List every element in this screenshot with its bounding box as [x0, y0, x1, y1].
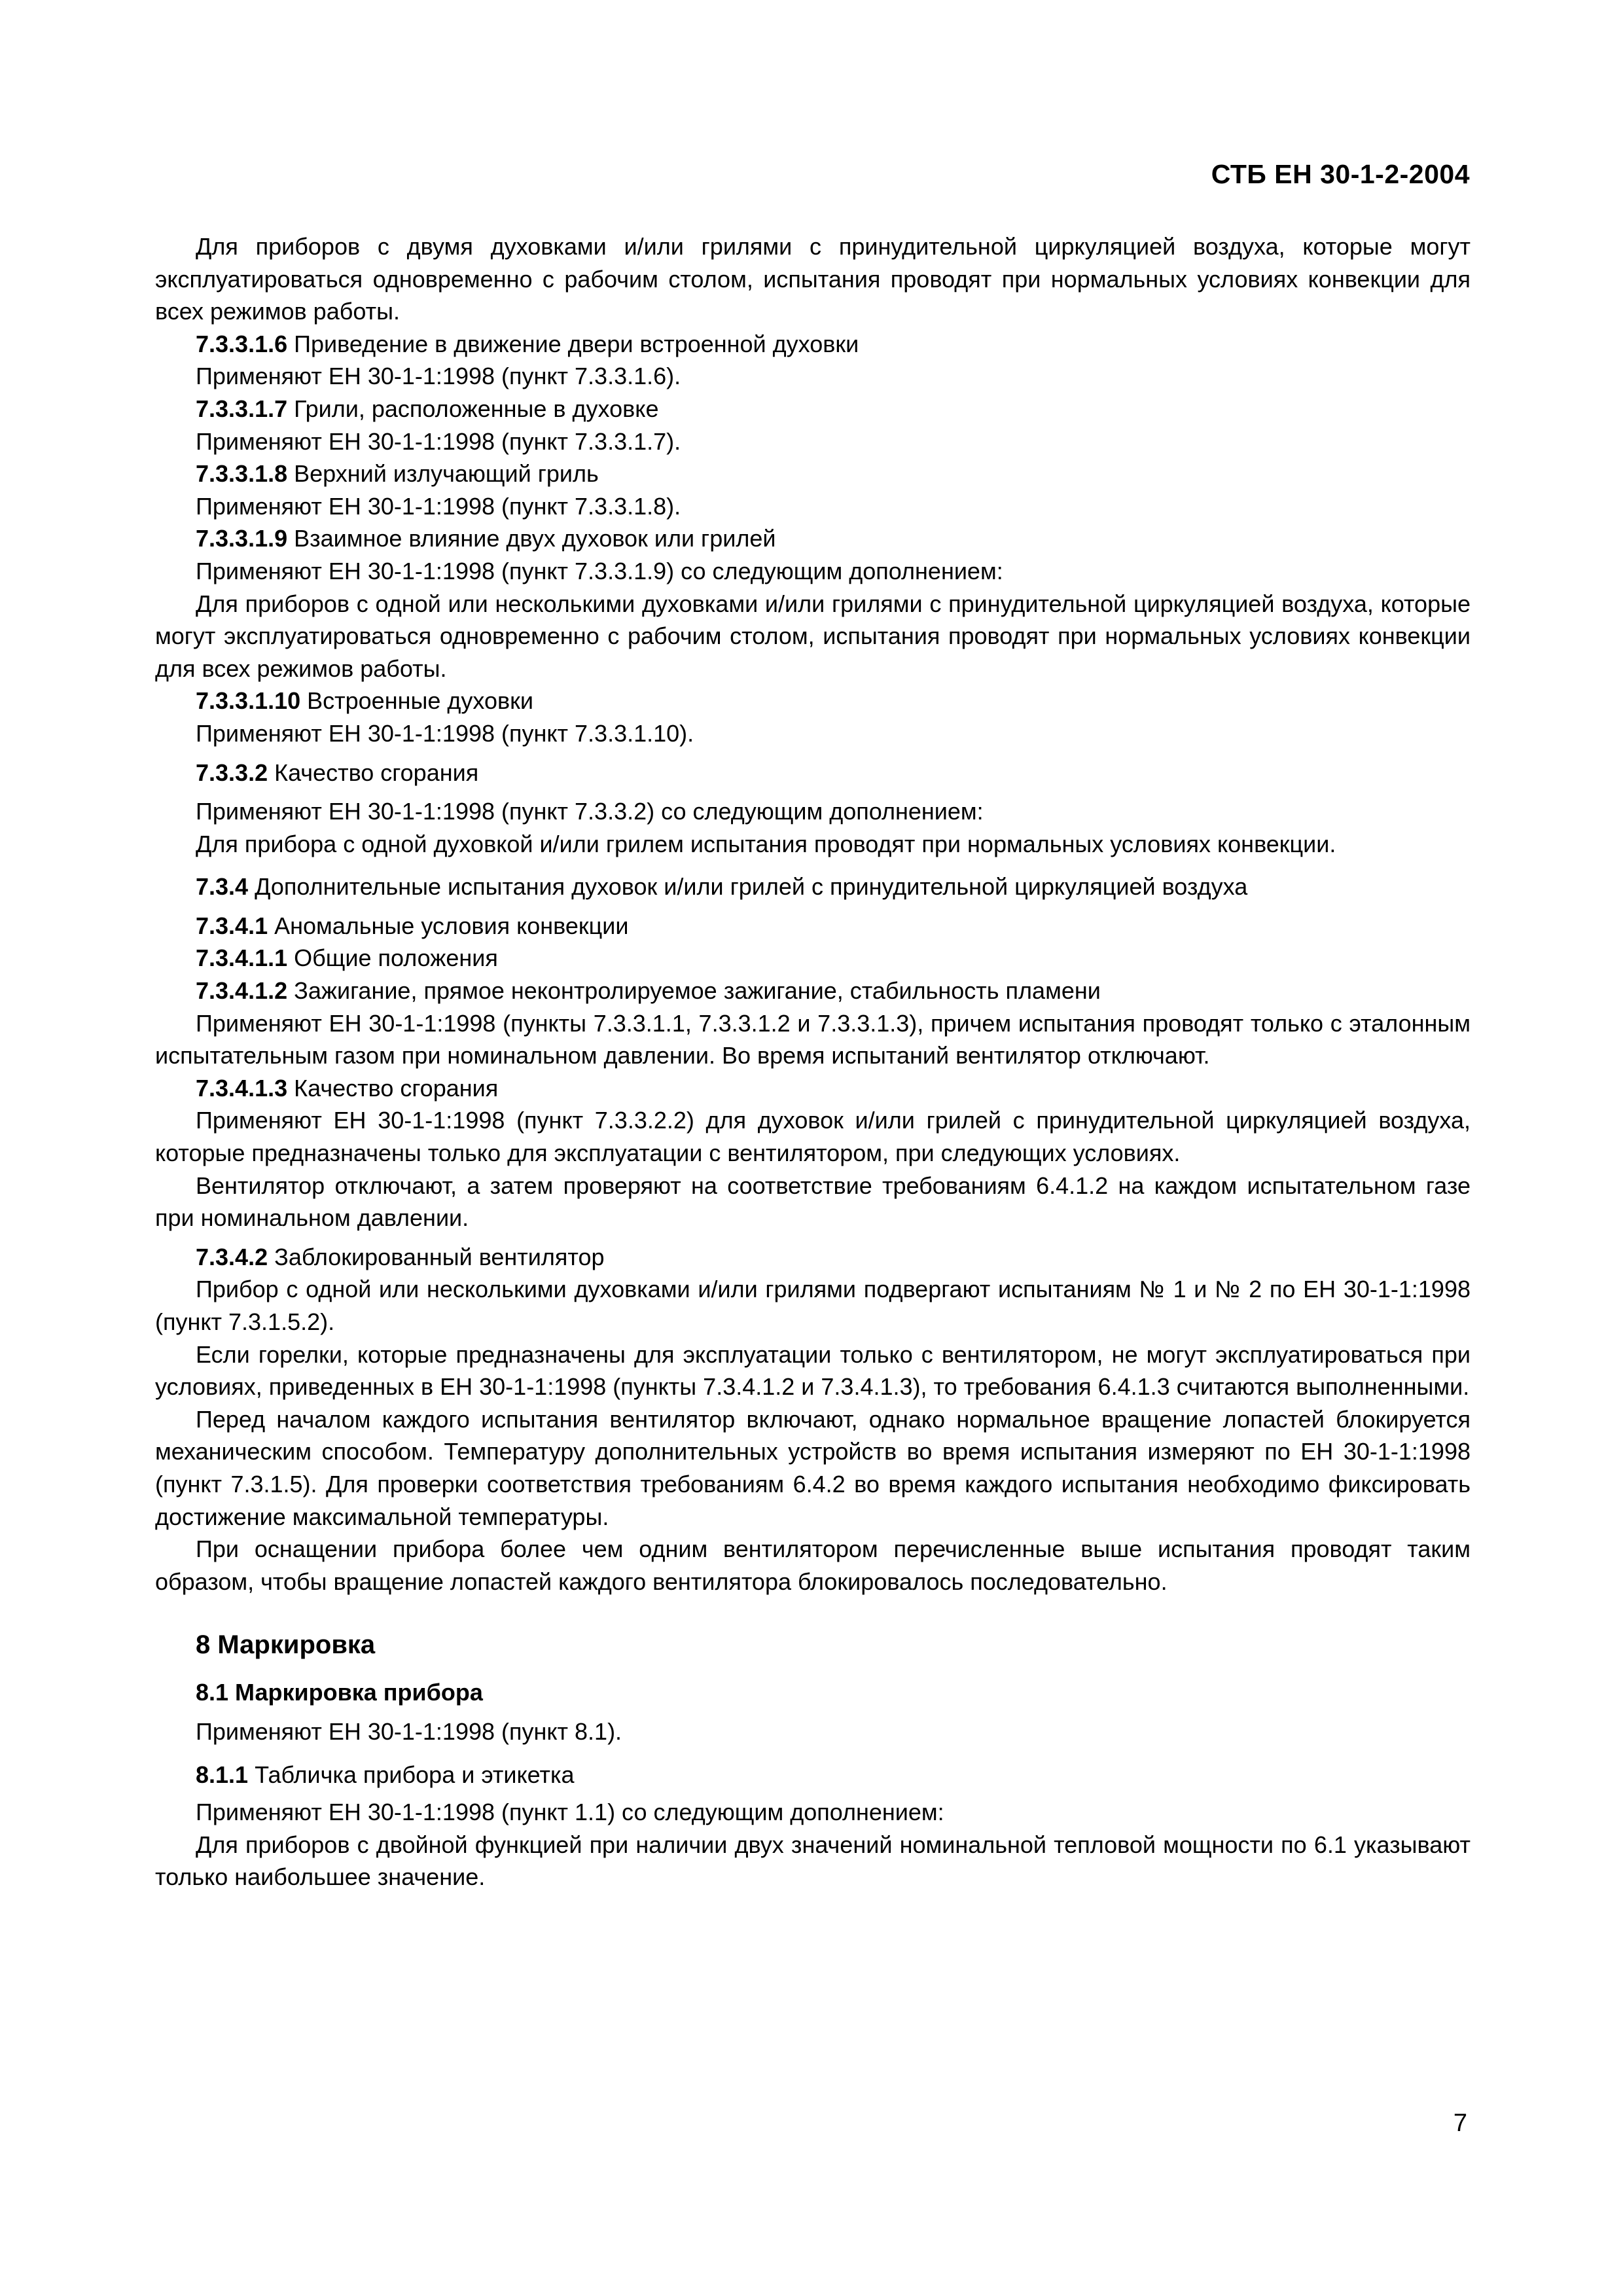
paragraph — [155, 1273, 1471, 1338]
paragraph-text: Если горелки, которые предназначены для эксплуатации только с вентилятором, не могут эксплуатироваться при условиях, приведенных в ЕН 30-1-1:1998 (пункты 7.3.4.1.2 и 7.3.4.1.3), то требования 6.4.1.3 считаются выполненными. — [155, 1340, 1471, 1401]
subsection-title: 8.1 Маркировка прибора — [196, 1679, 483, 1706]
paragraph-text: Применяют ЕН 30-1-1:1998 (пункты 7.3.3.1.1, 7.3.3.1.2 и 7.3.3.1.3), причем испытания проводят только с эталонным испытательным газом при номинальном давлении. Во время испытаний вентилятор отключают. — [155, 1009, 1471, 1069]
paragraph — [155, 1403, 1471, 1533]
clause-title: Грили, расположенные в духовке — [287, 395, 659, 422]
clause-title: Зажигание, прямое неконтролируемое зажигание, стабильность пламени — [287, 977, 1101, 1005]
paragraph-text: Применяют ЕН 30-1-1:1998 (пункт 7.3.3.1.7). — [196, 427, 681, 455]
paragraph-text: Для прибора с одной духовкой и/или грилем испытания проводят при нормальных условиях конвекции. — [196, 830, 1336, 857]
clause-number: 7.3.4.1.3 — [196, 1074, 288, 1102]
clause-heading — [155, 685, 1471, 717]
clause-heading — [155, 757, 1471, 789]
paragraph — [155, 717, 1471, 750]
clause-title: Верхний излучающий гриль — [287, 460, 599, 488]
clause-number: 7.3.4.1.1 — [196, 944, 288, 972]
paragraph-text: Применяют ЕН 30-1-1:1998 (пункт 7.3.3.2) со следующим дополнением: — [196, 798, 984, 825]
paragraph-text: При оснащении прибора более чем одним вентилятором перечисленные выше испытания проводят таким образом, чтобы вращение лопастей каждого вентилятора блокировалось последовательно. — [155, 1535, 1471, 1595]
clause-heading — [155, 1241, 1471, 1274]
clause-number: 7.3.4 — [196, 873, 249, 901]
paragraph — [155, 1338, 1471, 1403]
paragraph — [155, 588, 1471, 685]
document-body — [155, 230, 1471, 1893]
clause-number: 7.3.3.1.6 — [196, 330, 288, 357]
clause-title: Дополнительные испытания духовок и/или грилей с принудительной циркуляцией воздуха — [248, 873, 1248, 901]
paragraph-text: Применяют ЕН 30-1-1:1998 (пункт 7.3.3.1.10). — [196, 719, 694, 747]
paragraph — [155, 828, 1471, 861]
clause-title: Взаимное влияние двух духовок или грилей — [287, 525, 776, 552]
paragraph — [155, 360, 1471, 393]
paragraph-text: Применяют ЕН 30-1-1:1998 (пункт 7.3.3.1.8). — [196, 492, 681, 520]
paragraph-text: Применяют ЕН 30-1-1:1998 (пункт 7.3.3.1.9) со следующим дополнением: — [196, 557, 1003, 584]
clause-title: Заблокированный вентилятор — [268, 1243, 605, 1270]
clause-title: Приведение в движение двери встроенной духовки — [287, 330, 859, 357]
paragraph: Применяют ЕН 30-1-1:1998 (пункт 8.1). — [196, 1717, 622, 1745]
paragraph-text: Применяют ЕН 30-1-1:1998 (пункт 7.3.3.1.6). — [196, 363, 681, 390]
clause-number: 7.3.4.1.2 — [196, 977, 288, 1005]
clause-heading — [155, 393, 1471, 425]
clause-number: 7.3.4.1 — [196, 912, 268, 939]
clause-number: 7.3.3.1.8 — [196, 460, 288, 488]
document-code: СТБ ЕН 30-1-2-2004 — [1211, 159, 1470, 189]
paragraph — [155, 1007, 1471, 1072]
paragraph — [155, 490, 1471, 523]
clause-heading — [155, 1072, 1471, 1105]
paragraph-text: Для приборов с двумя духовками и/или грилями с принудительной циркуляцией воздуха, которые могут эксплуатироваться одновременно с рабочим столом, испытания проводят при нормальных условиях конвекции для всех режимов работы. — [155, 233, 1471, 325]
section-8 — [155, 1628, 1471, 1893]
clause-heading — [155, 457, 1471, 490]
clauses-7-3 — [155, 230, 1471, 1598]
paragraph — [155, 425, 1471, 458]
clause-title: Общие положения — [287, 944, 498, 972]
clause-heading — [155, 328, 1471, 361]
clause-heading: 8.1.1 Табличка прибора и этикетка — [196, 1761, 575, 1788]
section-title: 8 Маркировка — [196, 1630, 376, 1660]
clause-heading — [155, 910, 1471, 942]
paragraph-text: Вентилятор отключают, а затем проверяют на соответствие требованиям 6.4.1.2 на каждом испытательном газе при номинальном давлении. — [155, 1172, 1471, 1232]
paragraph: Применяют ЕН 30-1-1:1998 (пункт 1.1) со следующим дополнением: — [196, 1799, 944, 1826]
clause-number: 7.3.4.2 — [196, 1243, 268, 1270]
paragraph: Для приборов с двойной функцией при наличии двух значений номинальной тепловой мощности по 6.1 указывают только наибольшее значение. — [155, 1831, 1471, 1891]
clause-heading — [155, 975, 1471, 1007]
paragraph-text: Для приборов с одной или несколькими духовками и/или грилями с принудительной циркуляцией воздуха, которые могут эксплуатироваться одновременно с рабочим столом, испытания проводят при нормальных условиях конвекции для всех режимов работы. — [155, 590, 1471, 682]
clause-number: 7.3.3.1.10 — [196, 687, 301, 715]
clause-heading — [155, 942, 1471, 975]
page-number: 7 — [1453, 2109, 1467, 2137]
clause-title: Аномальные условия конвекции — [268, 912, 629, 939]
paragraph — [155, 1170, 1471, 1234]
paragraph — [155, 795, 1471, 828]
paragraph-text: Применяют ЕН 30-1-1:1998 (пункт 7.3.3.2.2) для духовок и/или грилей с принудительной циркуляцией воздуха, которые предназначены только для эксплуатации с вентилятором, при следующих условиях. — [155, 1107, 1471, 1167]
paragraph — [155, 1533, 1471, 1598]
clause-heading — [155, 870, 1471, 903]
clause-title: Качество сгорания — [268, 759, 479, 786]
clause-title: Встроенные духовки — [300, 687, 533, 715]
paragraph — [155, 555, 1471, 588]
clause-title: Качество сгорания — [287, 1074, 499, 1102]
paragraph — [155, 230, 1471, 328]
clause-heading — [155, 522, 1471, 555]
paragraph-text: Прибор с одной или несколькими духовками и/или грилями подвергают испытаниям № 1 и № 2 по ЕН 30-1-1:1998 (пункт 7.3.1.5.2). — [155, 1276, 1471, 1335]
clause-number: 7.3.3.1.9 — [196, 525, 288, 552]
clause-number: 7.3.3.1.7 — [196, 395, 288, 422]
paragraph-text: Перед началом каждого испытания вентилятор включают, однако нормальное вращение лопастей блокируется механическим способом. Температуру дополнительных устройств во время испытания измеряют по ЕН 30-1-1:1998 (пункт 7.3.1.5). Для проверки соответствия требованиям 6.4.2 во время каждого испытания необходимо фиксировать достижение максимальной температуры. — [155, 1405, 1471, 1530]
paragraph — [155, 1104, 1471, 1169]
clause-number: 7.3.3.2 — [196, 759, 268, 786]
